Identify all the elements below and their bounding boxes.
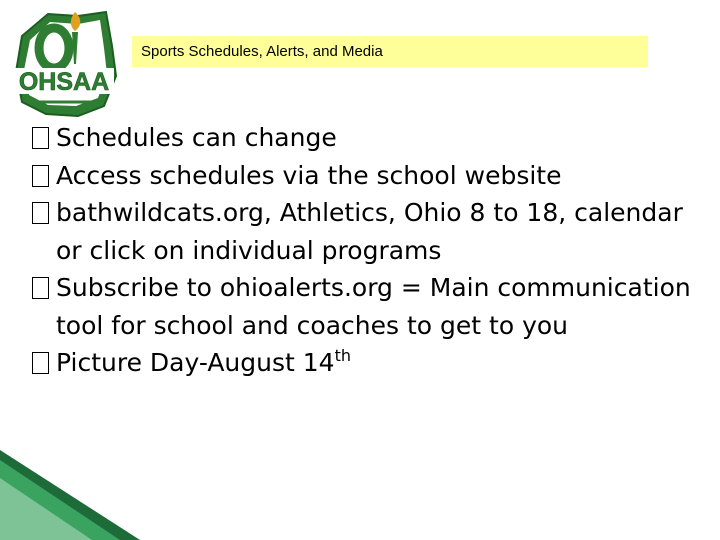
- bullet-item: [28, 194, 708, 269]
- bullet-list: [28, 119, 708, 382]
- bullet-box-icon: [28, 344, 49, 382]
- bullet-text: Schedules can change: [56, 123, 337, 152]
- bullet-text: Picture Day-August 14: [56, 348, 335, 377]
- logo-text: OHSAA: [18, 68, 110, 96]
- bullet-text: Access schedules via the school website: [56, 160, 562, 190]
- bullet-box-icon: [28, 157, 49, 195]
- title-bar: [132, 36, 648, 67]
- bullet-text: Subscribe to ohioalerts.org = Main communication tool for school and coaches to get to you: [56, 273, 691, 340]
- ohsaa-logo: [8, 6, 126, 124]
- bullet-item: [28, 344, 708, 382]
- slide-title: Sports Schedules, Alerts, and Media: [141, 43, 383, 60]
- bullet-box-icon: [28, 119, 49, 157]
- corner-decoration: [0, 450, 140, 540]
- bullet-item: [28, 119, 708, 157]
- bullet-box-icon: [28, 269, 49, 307]
- bullet-superscript: th: [334, 346, 351, 365]
- bullet-text: bathwildcats.org, Athletics, Ohio 8 to 18, calendar or click on individual programs: [56, 198, 683, 265]
- bullet-item: [28, 157, 708, 195]
- bullet-item: [28, 269, 708, 344]
- bullet-box-icon: [28, 194, 49, 232]
